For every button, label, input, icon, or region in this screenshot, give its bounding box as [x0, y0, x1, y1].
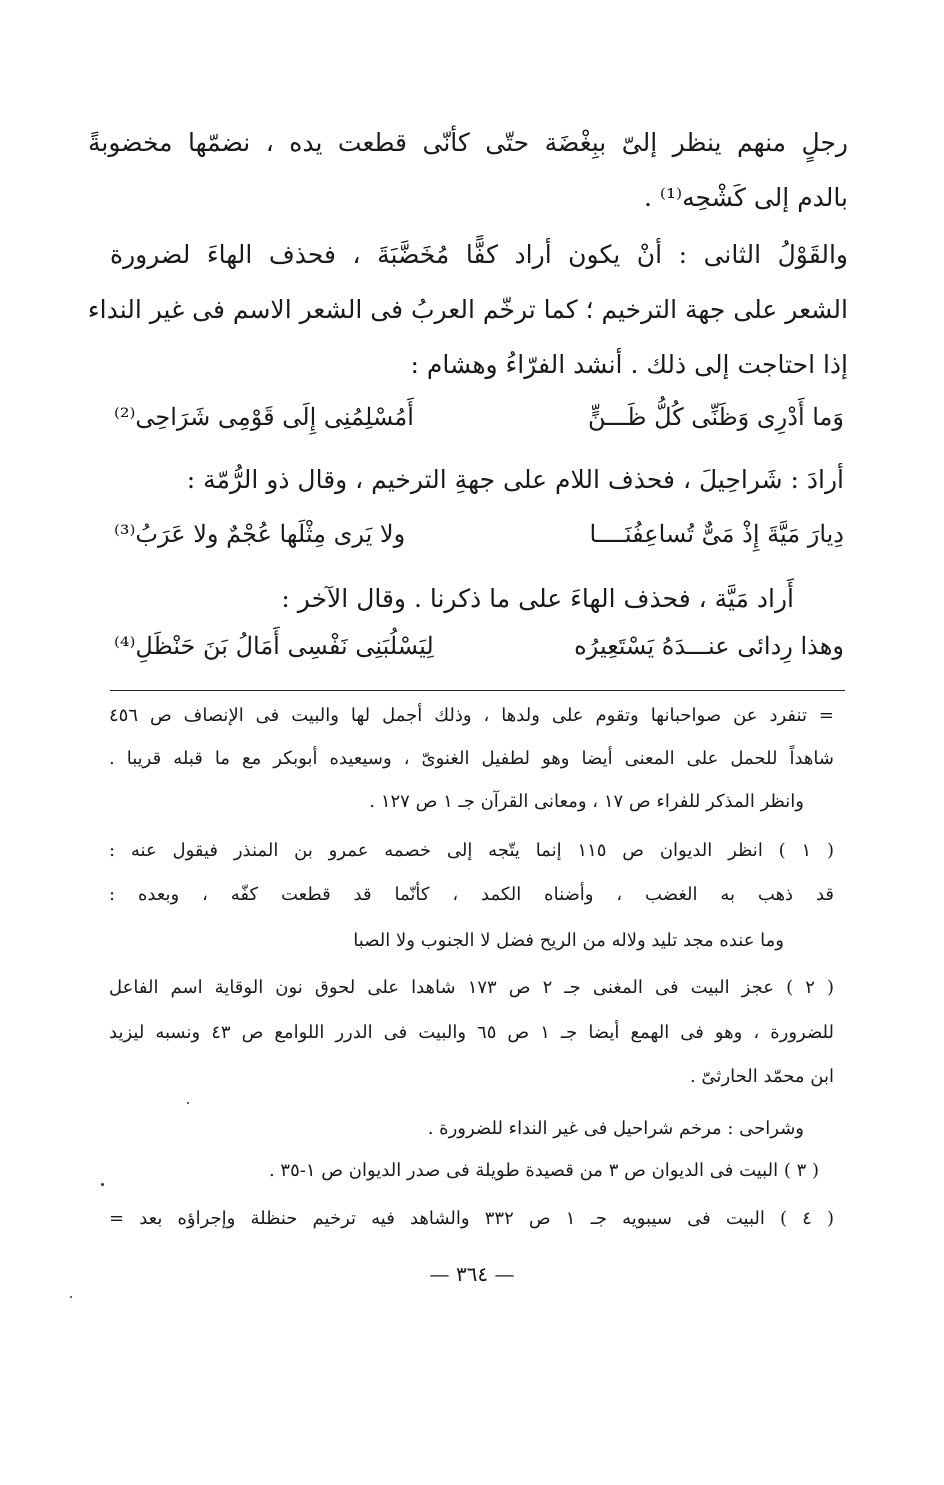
footnote-separator: [110, 690, 845, 691]
footnote-line: للضرورة ، وهو فى الهمع أيضا جـ ١ ص ٦٥ والبيت فى الدرر اللوامع ص ٤٣ ونسبه ليزيد: [109, 1022, 834, 1043]
scan-speck: [187, 1102, 189, 1104]
main-text-line: الشعر على جهة الترخيم ؛ كما ترخّم العربُ فى الشعر الاسم فى غير النداء: [87, 295, 848, 324]
footnote-line: شاهداً للحمل على المعنى أيضا وهو لطفيل الغنوىّ ، وسيعيده أبوبكر مع ما قبله قريبا .: [109, 748, 834, 769]
verse-line: [114, 520, 844, 548]
footnote-line: ( ١ ) انظر الديوان ص ١١٥ إنما يتّجه إلى خصمه عمرو بن المنذر فيقول عنه :: [109, 840, 834, 861]
verse-line: [114, 632, 844, 660]
main-text-line: والقَوْلُ الثانى : أنْ يكون أراد كفًّا مُخَضَّبَةَ ، فحذف الهاءَ لضرورة: [110, 240, 848, 269]
footnote-verse: وما عنده مجد تليد ولاله من الريح فضل لا الجنوب ولا الصبا: [353, 930, 784, 951]
scan-speck: [70, 1296, 72, 1298]
footnote-line: ( ٤ ) البيت فى سيبويه جـ ١ ص ٣٣٢ والشاهد فيه ترخيم حنظلة وإجراؤه بعد =: [109, 1208, 834, 1229]
main-text-line: رجلٍ منهم ينظر إلىّ ببِغْضَة حتّى كأنّى قطعت يده ، نضمّها مخضوبةً: [88, 128, 848, 157]
verse-second-hemistich: أَمُسْلِمُنِى إِلَى قَوْمِى شَرَاحِى⁽²⁾: [114, 403, 414, 431]
main-text-line: إذا احتاجت إلى ذلك . أنشد الفرّاءُ وهشام :: [410, 350, 848, 379]
footnote-line: = تنفرد عن صواحبانها وتقوم على ولدها ، وذلك أجمل لها والبيت فى الإنصاف ص ٤٥٦: [109, 705, 834, 726]
main-text-line: أَراد مَيَّة ، فحذف الهاءَ على ما ذكرنا . وقال الآخر :: [281, 584, 794, 613]
verse-line: [114, 403, 844, 431]
verse-second-hemistich: لِيَسْلُبَنِى نَفْسِى أَمَالُ بَنَ حَنْظَلِ⁽⁴⁾: [114, 632, 434, 660]
verse-first-hemistich: وهذا رِدائى عنـــدَهُ يَسْتَعِيرُه: [574, 632, 844, 660]
main-text-line: أرادَ : شَراحِيلَ ، فحذف اللام على جهةِ الترخيم ، وقال ذو الرُّمّة :: [186, 465, 844, 494]
footnote-line: ( ٢ ) عجز البيت فى المغنى جـ ٢ ص ١٧٣ شاهدا على لحوق نون الوقاية اسم الفاعل: [109, 977, 834, 998]
page-number: — ٣٦٤ —: [429, 1262, 515, 1286]
verse-second-hemistich: ولا يَرى مِثْلَها عُجْمٌ ولا عَرَبُ⁽³⁾: [114, 520, 406, 548]
footnote-line: وشراحى : مرخم شراحيل فى غير النداء للضرورة .: [427, 1118, 804, 1139]
scan-speck: [101, 1183, 104, 1186]
footnote-line: ( ٣ ) البيت فى الديوان ص ٣ من قصيدة طويلة فى صدر الديوان ص ١-٣٥ .: [268, 1160, 819, 1181]
footnote-line: ابن محمّد الحارثىّ .: [689, 1066, 834, 1087]
verse-first-hemistich: دِيارَ مَيَّةَ إِذْ مَىٌّ تُساعِفُنَــــا: [589, 520, 844, 548]
footnote-line: وانظر المذكر للفراء ص ١٧ ، ومعانى القرآن جـ ١ ص ١٢٧ .: [369, 791, 804, 812]
verse-first-hemistich: وَما أَدْرِى وَظَنِّى كُلُّ ظَـــنٍّ: [587, 403, 844, 431]
footnote-line: قد ذهب به الغضب ، وأضناه الكمد ، كأنّما قد قطعت كفّه ، وبعده :: [109, 884, 835, 905]
main-text-line: بالدم إلى كَشْحِه⁽¹⁾ .: [643, 183, 848, 212]
